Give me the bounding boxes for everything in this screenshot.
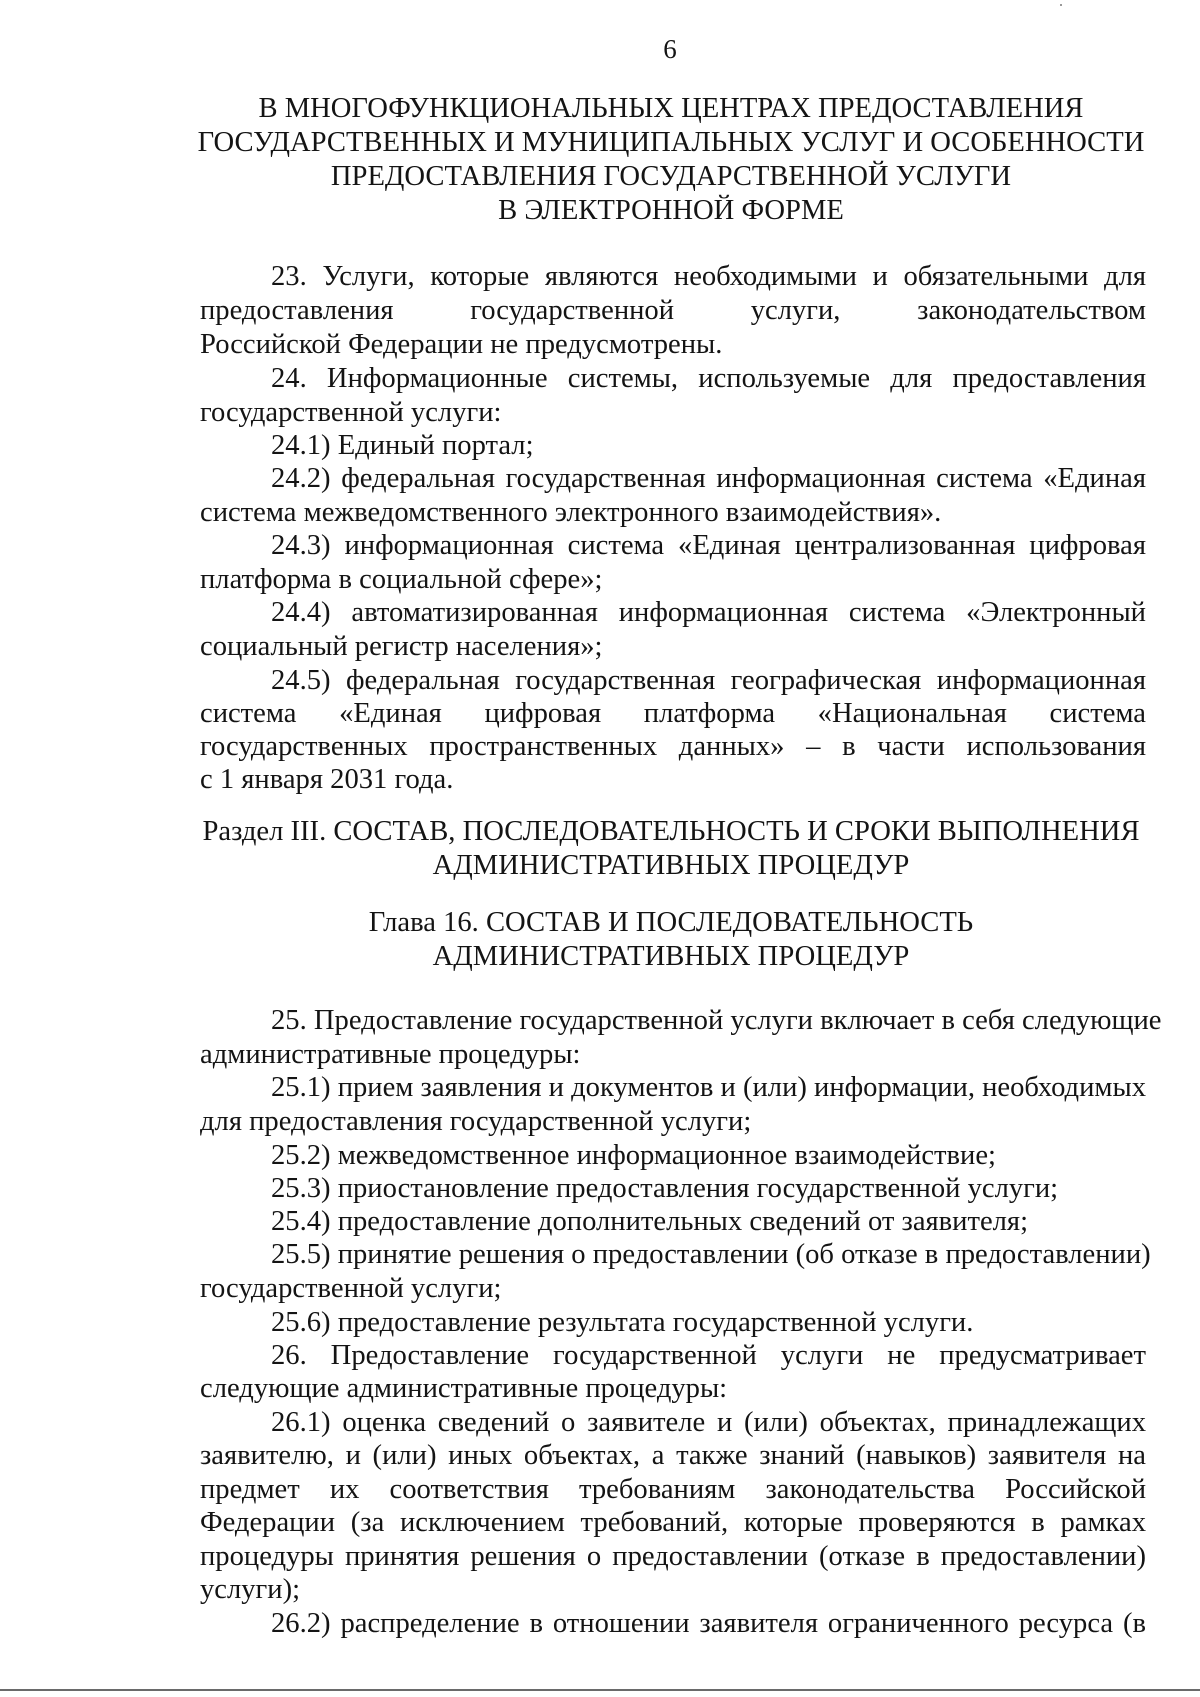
paragraph-26-line: 26. Предоставление государственной услуги не предусматривает (271, 1340, 1146, 1371)
paragraph-24-line: 24. Информационные системы, используемые для предоставления (271, 363, 1146, 394)
paragraph-23-line: предоставления государственной услуги, законодательством (200, 295, 1146, 326)
item-25-3: 25.3) приостановление предоставления государственной услуги; (271, 1173, 1059, 1204)
paragraph-24-line: государственной услуги: (200, 397, 502, 428)
heading-line: АДМИНИСТРАТИВНЫХ ПРОЦЕДУР (432, 850, 910, 881)
item-26-2-line: 26.2) распределение в отношении заявителя ограниченного ресурса (в (271, 1608, 1146, 1639)
item-26-1-line: заявителю, и (или) иных объектах, а также знаний (навыков) заявителя на (200, 1440, 1146, 1471)
item-24-1: 24.1) Единый портал; (271, 430, 534, 461)
item-24-5-line: с 1 января 2031 года. (200, 764, 454, 795)
item-25-1-line: для предоставления государственной услуги; (200, 1106, 752, 1137)
item-26-1-line: процедуры принятия решения о предоставлении (отказе в предоставлении) (200, 1541, 1146, 1572)
heading-line: В МНОГОФУНКЦИОНАЛЬНЫХ ЦЕНТРАХ ПРЕДОСТАВЛЕНИЯ (258, 93, 1084, 124)
paragraph-23-line: Российской Федерации не предусмотрены. (200, 329, 723, 360)
paragraph-26-line: следующие административные процедуры: (200, 1373, 728, 1404)
paragraph-25-line: 25. Предоставление государственной услуги включает в себя следующие (271, 1005, 1162, 1036)
item-25-5-line: государственной услуги; (200, 1273, 502, 1304)
page-number: 6 (663, 34, 677, 64)
heading-line: ГОСУДАРСТВЕННЫХ И МУНИЦИПАЛЬНЫХ УСЛУГ И ОСОБЕННОСТИ (197, 127, 1145, 158)
item-26-1-line: предмет их соответствия требованиям законодательства Российской (200, 1474, 1146, 1505)
section-heading (196, 815, 1146, 883)
item-25-2: 25.2) межведомственное информационное взаимодействие; (271, 1140, 996, 1171)
item-24-4-line: социальный регистр населения»; (200, 631, 603, 662)
heading-mfc-electronic-form (196, 92, 1146, 228)
item-24-3-line: 24.3) информационная система «Единая централизованная цифровая (271, 530, 1146, 561)
item-25-1-line: 25.1) прием заявления и документов и (или) информации, необходимых (271, 1072, 1147, 1103)
item-26-1-line: услуги); (200, 1574, 301, 1605)
item-24-4-line: 24.4) автоматизированная информационная система «Электронный (271, 597, 1146, 628)
item-25-5-line: 25.5) принятие решения о предоставлении (об отказе в предоставлении) (271, 1239, 1151, 1270)
heading-line: В ЭЛЕКТРОННОЙ ФОРМЕ (498, 195, 844, 226)
chapter-heading (196, 906, 1146, 974)
item-26-1-line: 26.1) оценка сведений о заявителе и (или) объектах, принадлежащих (271, 1407, 1146, 1438)
item-24-5-line: государственных пространственных данных» – в части использования (200, 731, 1146, 762)
heading-line: ПРЕДОСТАВЛЕНИЯ ГОСУДАРСТВЕННОЙ УСЛУГИ (330, 161, 1012, 192)
paragraph-25-line: административные процедуры: (200, 1039, 581, 1070)
item-24-5-line: система «Единая цифровая платформа «Национальная система (200, 698, 1146, 729)
heading-line: АДМИНИСТРАТИВНЫХ ПРОЦЕДУР (432, 941, 910, 972)
item-24-2-line: 24.2) федеральная государственная информационная система «Единая (271, 463, 1146, 494)
heading-line: Глава 16. СОСТАВ И ПОСЛЕДОВАТЕЛЬНОСТЬ (368, 907, 974, 938)
page-bottom-rule (0, 1689, 1200, 1691)
item-25-6: 25.6) предоставление результата государственной услуги. (271, 1307, 974, 1338)
paragraph-23-line: 23. Услуги, которые являются необходимыми и обязательными для (271, 261, 1146, 292)
scan-artifact (1060, 4, 1062, 6)
item-24-5-line: 24.5) федеральная государственная географическая информационная (271, 665, 1146, 696)
item-24-2-line: система межведомственного электронного взаимодействия». (200, 497, 942, 528)
heading-line: Раздел III. СОСТАВ, ПОСЛЕДОВАТЕЛЬНОСТЬ И СРОКИ ВЫПОЛНЕНИЯ (202, 816, 1140, 847)
item-24-3-line: платформа в социальной сфере»; (200, 564, 603, 595)
item-25-4: 25.4) предоставление дополнительных сведений от заявителя; (271, 1206, 1029, 1237)
item-26-1-line: Федерации (за исключением требований, которые проверяются в рамках (200, 1507, 1146, 1538)
